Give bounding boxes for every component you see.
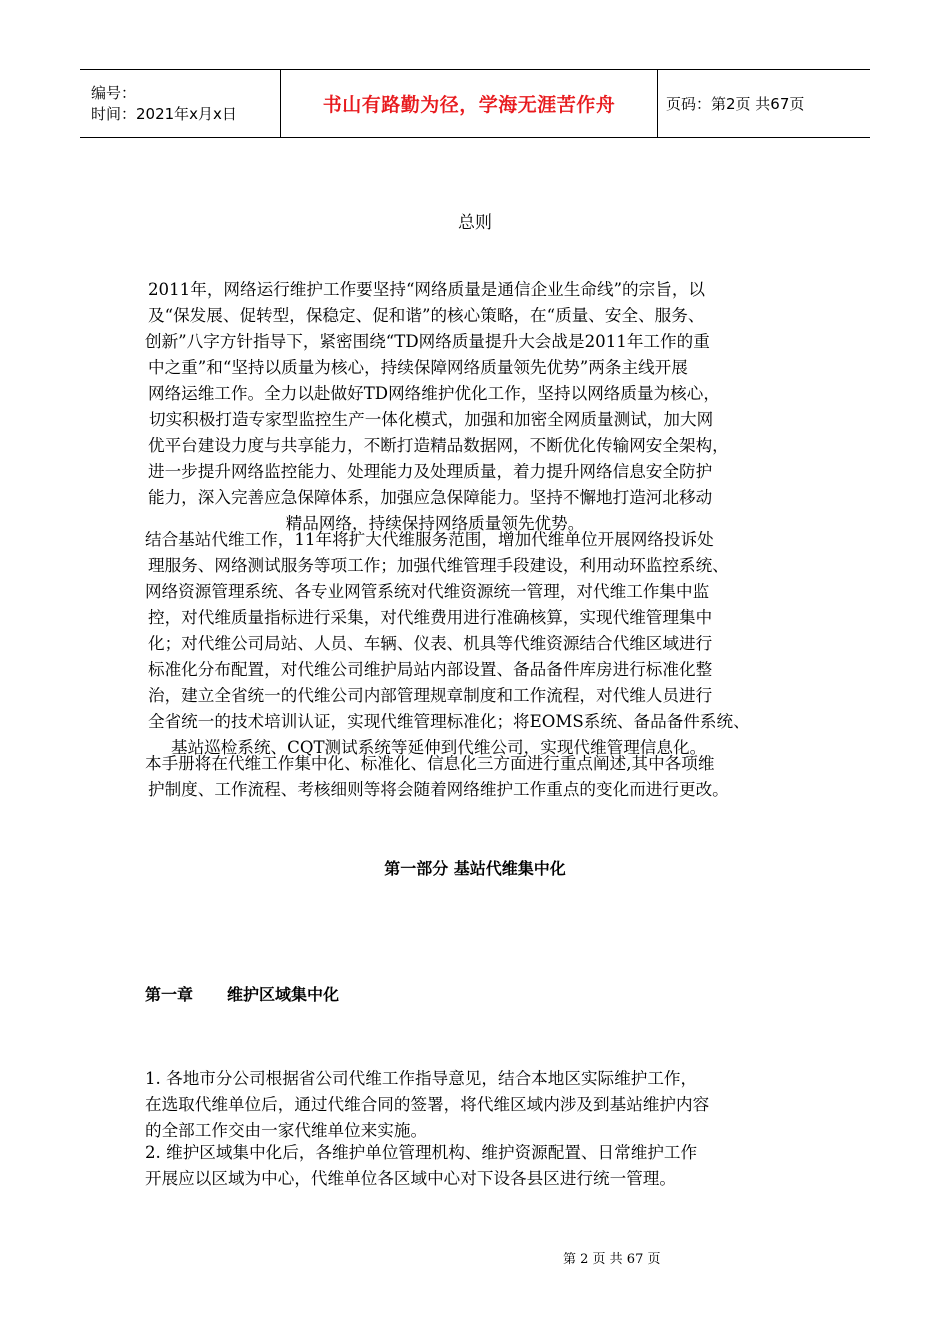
text-line: 开展应以区域为中心，代维单位各区域中心对下设各县区进行统一管理。 [145,1169,676,1188]
header-page-info: 页码：第2页 共67页 [666,95,805,113]
text-line: 理服务、网络测试服务等项工作；加强代维管理手段建设，利用动环监控系统、 [148,556,729,575]
text-line: 及“保发展、促转型，保稳定、促和谐”的核心策略，在“质量、安全、服务、 [148,306,705,325]
paragraph-general-1 [145,277,815,537]
text-line: 能力，深入完善应急保障体系，加强应急保障能力。坚持不懈地打造河北移动 [148,488,713,507]
text-line: 全省统一的技术培训认证，实现代维管理标准化；将EOMS系统、备品备件系统、 [148,712,750,731]
paragraph-general-3 [145,751,815,803]
text-line: 护制度、工作流程、考核细则等将会随着网络维护工作重点的变化而进行更改。 [148,780,729,799]
text-line: 治，建立全省统一的代维公司内部管理规章制度和工作流程，对代维人员进行 [148,686,713,705]
text-line: 控，对代维质量指标进行采集，对代维费用进行准确核算，实现代维管理集中 [148,608,713,627]
chapter-number: 第一章 [145,985,194,1004]
footer-page-number: 第 2 页 共 67 页 [563,1252,661,1267]
document-number-label: 编号： [91,83,137,102]
text-line: 网络资源管理系统、各专业网管系统对代维资源统一管理，对代维工作集中监 [145,582,710,601]
chapter-name: 维护区域集中化 [227,985,340,1004]
header-motto: 书山有路勤为径，学海无涯苦作舟 [280,70,658,137]
text-line: 2011年，网络运行维护工作要坚持“网络质量是通信企业生命线”的宗旨，以 [148,280,706,299]
text-line: 创新”八字方针指导下，紧密围绕“TD网络质量提升大会战是2011年工作的重 [145,332,710,351]
text-line: 切实积极打造专家型监控生产一体化模式，加强和加密全网质量测试，加大网 [149,410,714,429]
list-item-1 [145,1066,815,1144]
text-line: 2. 维护区域集中化后，各维护单位管理机构、维护资源配置、日常维护工作 [145,1143,698,1162]
text-line: 的全部工作交由一家代维单位来实施。 [145,1121,428,1140]
chapter-one-title [145,982,339,1005]
text-line: 精品网络，持续保持网络质量领先优势。 [285,514,585,533]
header-meta-cell [80,70,280,137]
document-date-label: 时间：2021年x月x日 [91,104,237,123]
text-line: 优平台建设力度与共享能力，不断打造精品数据网，不断优化传输网安全架构， [148,436,729,455]
text-line: 结合基站代维工作，11年将扩大代维服务范围，增加代维单位开展网络投诉处 [145,530,714,549]
text-line: 在选取代维单位后，通过代维合同的签署，将代维区域内涉及到基站维护内容 [145,1095,710,1114]
text-line: 1. 各地市分公司根据省公司代维工作指导意见，结合本地区实际维护工作， [145,1069,698,1088]
part-one-title: 第一部分 基站代维集中化 [384,859,566,878]
text-line: 进一步提升网络监控能力、处理能力及处理质量，着力提升网络信息安全防护 [148,462,713,481]
general-principles-title: 总则 [458,213,492,233]
page-header-table [80,69,870,138]
text-line: 标准化分布配置，对代维公司维护局站内部设置、备品备件库房进行标准化整 [148,660,713,679]
text-line: 中之重”和“坚持以质量为核心，持续保障网络质量领先优势”两条主线开展 [148,358,688,377]
text-line: 本手册将在代维工作集中化、标准化、信息化三方面进行重点阐述,其中各项维 [145,754,715,773]
text-line: 化；对代维公司局站、人员、车辆、仪表、机具等代维资源结合代维区域进行 [148,634,713,653]
text-line: 网络运维工作。全力以赴做好TD网络维护优化工作，坚持以网络质量为核心， [148,384,720,403]
list-item-2 [145,1140,815,1192]
paragraph-general-2 [145,527,815,761]
text-line: 基站巡检系统、CQT测试系统等延伸到代维公司，实现代维管理信息化。 [171,738,707,757]
